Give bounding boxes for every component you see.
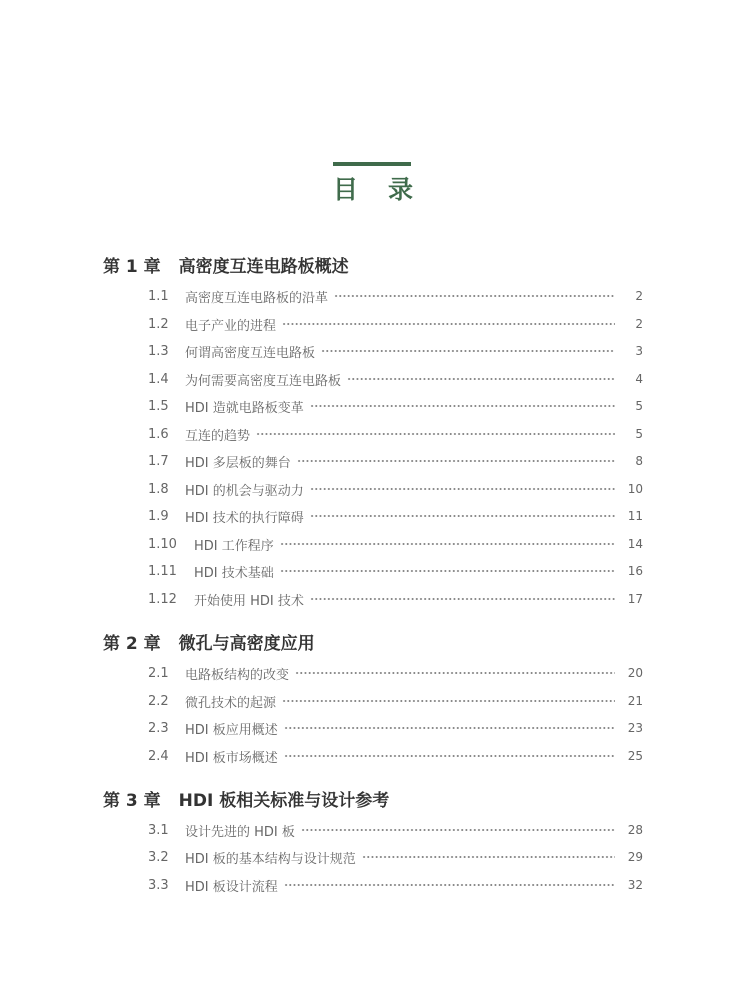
section-title: 电子产业的进程 bbox=[185, 318, 277, 334]
section-title: 为何需要高密度互连电路板 bbox=[185, 373, 342, 389]
page-number: 21 bbox=[627, 694, 643, 708]
toc-entry[interactable] bbox=[148, 718, 643, 738]
dot-leader bbox=[310, 488, 615, 490]
dot-leader bbox=[280, 543, 615, 545]
dot-leader bbox=[256, 433, 615, 435]
page-title-char: 目 bbox=[333, 175, 359, 204]
section-title: 何谓高密度互连电路板 bbox=[185, 345, 316, 361]
page-number: 4 bbox=[635, 372, 643, 386]
page-number: 5 bbox=[635, 399, 643, 413]
toc-entry[interactable] bbox=[148, 396, 643, 416]
section-number: 1.1 bbox=[148, 288, 169, 304]
page-number: 2 bbox=[635, 289, 643, 303]
dot-leader bbox=[321, 350, 615, 352]
page-title bbox=[333, 172, 413, 208]
page-number: 32 bbox=[627, 878, 643, 892]
chapter-title: 高密度互连电路板概述 bbox=[178, 257, 349, 277]
section-title: 微孔技术的起源 bbox=[185, 695, 277, 711]
page-number: 29 bbox=[627, 850, 643, 864]
toc-entry[interactable] bbox=[148, 561, 643, 581]
toc-entry[interactable] bbox=[148, 820, 643, 840]
toc-entry[interactable] bbox=[148, 875, 643, 895]
chapter-heading[interactable] bbox=[103, 632, 315, 656]
dot-leader bbox=[284, 727, 615, 729]
section-title: 电路板结构的改变 bbox=[185, 667, 290, 683]
section-title: HDI 板的基本结构与设计规范 bbox=[185, 851, 356, 867]
dot-leader bbox=[284, 755, 615, 757]
chapter-heading[interactable] bbox=[103, 789, 389, 813]
toc-entry[interactable] bbox=[148, 369, 643, 389]
dot-leader bbox=[310, 598, 615, 600]
section-title: 开始使用 HDI 技术 bbox=[194, 593, 304, 609]
section-number: 3.2 bbox=[148, 849, 169, 865]
section-number: 1.7 bbox=[148, 453, 169, 469]
toc-entry[interactable] bbox=[148, 506, 643, 526]
dot-leader bbox=[280, 570, 615, 572]
toc-entry[interactable] bbox=[148, 314, 643, 334]
page-number: 23 bbox=[627, 721, 643, 735]
section-title: HDI 板应用概述 bbox=[185, 722, 278, 738]
section-number: 3.1 bbox=[148, 822, 169, 838]
section-title: HDI 的机会与驱动力 bbox=[185, 483, 304, 499]
dot-leader bbox=[310, 515, 615, 517]
toc-entry[interactable] bbox=[148, 663, 643, 683]
dot-leader bbox=[362, 856, 615, 858]
section-title: 高密度互连电路板的沿革 bbox=[185, 290, 329, 306]
dot-leader bbox=[297, 460, 615, 462]
section-number: 1.8 bbox=[148, 481, 169, 497]
page-number: 14 bbox=[627, 537, 643, 551]
dot-leader bbox=[301, 829, 615, 831]
page-number: 25 bbox=[627, 749, 643, 763]
page-title-char: 录 bbox=[387, 175, 413, 204]
section-number: 2.4 bbox=[148, 748, 169, 764]
section-number: 1.10 bbox=[148, 536, 177, 552]
dot-leader bbox=[310, 405, 615, 407]
section-title: 互连的趋势 bbox=[185, 428, 251, 444]
section-number: 2.3 bbox=[148, 720, 169, 736]
chapter-title: HDI 板相关标准与设计参考 bbox=[178, 791, 390, 811]
dot-leader bbox=[282, 700, 615, 702]
dot-leader bbox=[284, 884, 615, 886]
page-number: 10 bbox=[627, 482, 643, 496]
section-number: 1.6 bbox=[148, 426, 169, 442]
title-accent-bar bbox=[333, 162, 411, 166]
dot-leader bbox=[334, 295, 615, 297]
toc-entry[interactable] bbox=[148, 341, 643, 361]
toc-entry[interactable] bbox=[148, 286, 643, 306]
section-number: 2.1 bbox=[148, 665, 169, 681]
section-number: 1.11 bbox=[148, 563, 177, 579]
section-title: HDI 技术的执行障碍 bbox=[185, 510, 304, 526]
page-number: 8 bbox=[635, 454, 643, 468]
page-number: 3 bbox=[635, 344, 643, 358]
section-number: 3.3 bbox=[148, 877, 169, 893]
page-number: 16 bbox=[627, 564, 643, 578]
toc-entry[interactable] bbox=[148, 589, 643, 609]
section-number: 1.12 bbox=[148, 591, 177, 607]
page-number: 17 bbox=[627, 592, 643, 606]
toc-entry[interactable] bbox=[148, 746, 643, 766]
section-number: 1.2 bbox=[148, 316, 169, 332]
page-number: 28 bbox=[627, 823, 643, 837]
section-number: 1.3 bbox=[148, 343, 169, 359]
toc-entry[interactable] bbox=[148, 847, 643, 867]
section-number: 1.4 bbox=[148, 371, 169, 387]
page-number: 20 bbox=[627, 666, 643, 680]
section-title: HDI 板市场概述 bbox=[185, 750, 278, 766]
section-title: HDI 板设计流程 bbox=[185, 879, 278, 895]
section-number: 1.5 bbox=[148, 398, 169, 414]
dot-leader bbox=[282, 323, 615, 325]
chapter-label: 第 3 章 bbox=[103, 791, 161, 811]
toc-entry[interactable] bbox=[148, 479, 643, 499]
chapter-label: 第 1 章 bbox=[103, 257, 161, 277]
section-title: HDI 多层板的舞台 bbox=[185, 455, 291, 471]
chapter-heading[interactable] bbox=[103, 255, 349, 279]
chapter-label: 第 2 章 bbox=[103, 634, 161, 654]
section-title: HDI 工作程序 bbox=[194, 538, 274, 554]
toc-entry[interactable] bbox=[148, 424, 643, 444]
section-title: 设计先进的 HDI 板 bbox=[185, 824, 295, 840]
dot-leader bbox=[295, 672, 615, 674]
section-title: HDI 造就电路板变革 bbox=[185, 400, 304, 416]
toc-entry[interactable] bbox=[148, 534, 643, 554]
page-number: 5 bbox=[635, 427, 643, 441]
section-number: 1.9 bbox=[148, 508, 169, 524]
section-number: 2.2 bbox=[148, 693, 169, 709]
dot-leader bbox=[347, 378, 615, 380]
page-number: 11 bbox=[627, 509, 643, 523]
toc-entry[interactable] bbox=[148, 691, 643, 711]
chapter-title: 微孔与高密度应用 bbox=[178, 634, 315, 654]
toc-entry[interactable] bbox=[148, 451, 643, 471]
section-title: HDI 技术基础 bbox=[194, 565, 274, 581]
page-number: 2 bbox=[635, 317, 643, 331]
